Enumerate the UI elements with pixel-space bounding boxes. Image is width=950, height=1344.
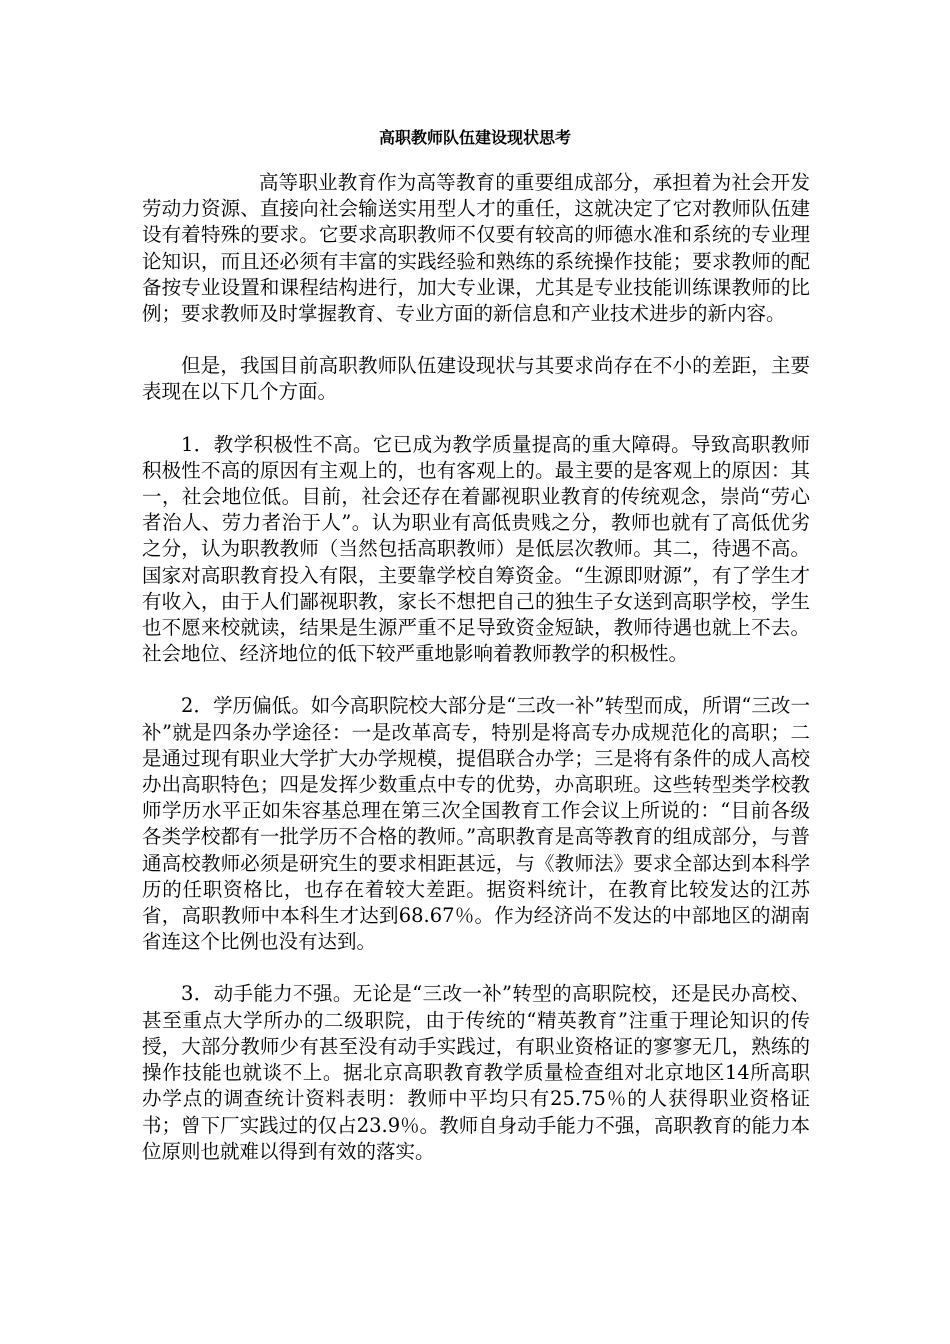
paragraph-point-2: 2．学历偏低。如今高职院校大部分是“三改一补”转型而成，所谓“三改一补”就是四条办学途径：一是改革高专，特别是将高专办成规范化的高职；二是通过现有职业大学扩大办学规模，提倡联合办学；三是将有条件的成人高校办出高职特色；四是发挥少数重点中专的优势，办高职班。这些转型类学校教师学历水平正如朱容基总理在第三次全国教育工作会议上所说的：“目前各级各类学校都有一批学历不合格的教师。”高职教育是高等教育的组成部分，与普通高校教师必须是研究生的要求相距甚远，与《教师法》要求全部达到本科学历的任职资格比，也存在着较大差距。据资料统计，在教育比较发达的江苏省，高职教师中本科生才达到68.67％。作为经济尚不发达的中部地区的湖南省连这个比例也没有达到。: [142, 694, 810, 954]
document-body: [142, 170, 810, 1191]
paragraph-point-1: 1．教学积极性不高。它已成为教学质量提高的重大障碍。导致高职教师积极性不高的原因有主观上的，也有客观上的。最主要的是客观上的原因：其一，社会地位低。目前，社会还存在着鄙视职业教育的传统观念，崇尚“劳心者治人、劳力者治于人”。认为职业有高低贵贱之分，教师也就有了高低优劣之分，认为职教教师（当然包括高职教师）是低层次教师。其二，待遇不高。国家对高职教育投入有限，主要靠学校自筹资金。“生源即财源”，有了学生才有收入，由于人们鄙视职教，家长不想把自己的独生子女送到高职学校，学生也不愿来校就读，结果是生源严重不足导致资金短缺，教师待遇也就上不去。社会地位、经济地位的低下较严重地影响着教师教学的积极性。: [142, 432, 810, 666]
paragraph-intro: 高等职业教育作为高等教育的重要组成部分，承担着为社会开发劳动力资源、直接向社会输送实用型人才的重任，这就决定了它对教师队伍建设有着特殊的要求。它要求高职教师不仅要有较高的师德水准和系统的专业理论知识，而且还必须有丰富的实践经验和熟练的系统操作技能；要求教师的配备按专业设置和课程结构进行，加大专业课，尤其是专业技能训练课教师的比例；要求教师及时掌握教育、专业方面的新信息和产业技术进步的新内容。: [142, 171, 810, 326]
paragraph-point-3: 3．动手能力不强。无论是“三改一补”转型的高职院校，还是民办高校、甚至重点大学所办的二级职院，由于传统的“精英教育”注重于理论知识的传授，大部分教师少有甚至没有动手实践过，有职业资格证的寥寥无几，熟练的操作技能也就谈不上。据北京高职教育教学质量检查组对北京地区14所高职办学点的调查统计资料表明：教师中平均只有25.75％的人获得职业资格证书；曾下厂实践过的仅占23.9％。教师自身动手能力不强，高职教育的能力本位原则也就难以得到有效的落实。: [142, 982, 810, 1163]
paragraph-gap: 但是，我国目前高职教师队伍建设现状与其要求尚存在不小的差距，主要表现在以下几个方面。: [142, 354, 810, 404]
document-title: 高职教师队伍建设现状思考: [378, 128, 571, 147]
